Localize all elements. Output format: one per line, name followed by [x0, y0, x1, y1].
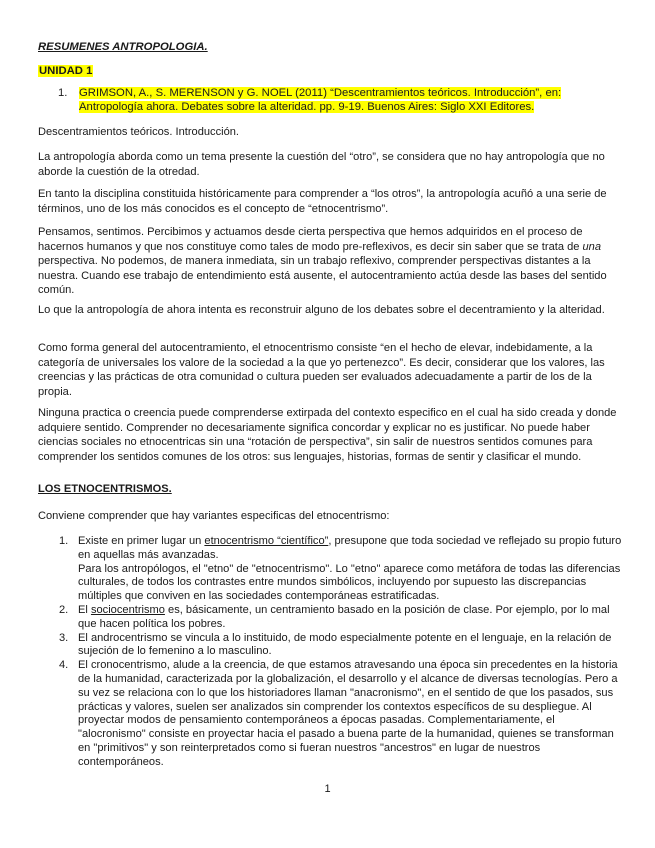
etnocentrismo-concept-paragraph: En tanto la disciplina constituida históricamente para comprender a “los otros”, la antropología acuñó a una serie de términos, uno de los más conocidos es el concepto de “etnocentrismo”.	[38, 188, 607, 215]
term-etnocentrismo-cientifico: etnocentrismo “científico”	[204, 535, 329, 547]
bibliographic-reference	[58, 86, 618, 114]
page-number: 1	[324, 783, 331, 795]
subtitle-paragraph: Descentramientos teóricos. Introducción.	[38, 126, 240, 138]
list-item: 2. El sociocentrismo es, básicamente, un centramiento basado en la posición de clase. Por ejemplo, por lo mal que hacen política los pobres.	[59, 603, 610, 630]
section-heading: LOS ETNOCENTRISMOS.	[38, 483, 172, 495]
autocentramiento-paragraph: Como forma general del autocentramiento, el etnocentrismo consiste “en el hecho de elevar, indebidamente, a la categoría de universales los valore de la sociedad a la que yo pertenezco”. Es decir, considerar que los valores, las creencias y las prácticas de otra comunidad o cultura pueden ser evaluados adecuadamente a partir de los de la propia.	[38, 342, 605, 398]
reference-number: 1.	[58, 87, 68, 99]
list-item: 4. El cronocentrismo, alude a la creencia, de que estamos atravesando una época sin precedentes en la historia de la humanidad, caracterizada por la globalización, el desarrollo y el alcance de diversas tecnologías. Pero a su vez se relaciona con lo que los historiadores llaman "anacronismo", en el sentido de que los pasados, sus prácticas y valores, suelen ser analizados sin comprender los contextos específicos de su despliegue. Al proyectar modos de pensamiento contemporáneos a épocas pasadas. Complementariamente, el "alocronismo" consiste en proyectar hacia el pasado a buena parte de la humanidad, quienes se transforman en "primitivos" y son reinterpretados como si fueran nuestros "ancestros" en lugar de nuestros contemporáneos.	[59, 659, 618, 768]
contexto-paragraph: Ninguna practica o creencia puede comprenderse extirpada del contexto especifico en el cual ha sido creada y donde adquiere sentido. Comprender no decesariamente significa concordar y explicar no es justificar. No puede haber ciencias sociales no etnocentricas sin una “rotación de perspectiva”, sin salir de nuestros sentidos comunes para comprender los sentidos comunes de los otros: sus lenguajes, historias, formas de sentir y clasificar el mundo.	[38, 407, 617, 463]
section-intro: Conviene comprender que hay variantes especificas del etnocentrismo:	[38, 510, 390, 522]
otredad-paragraph: La antropología aborda como un tema presente la cuestión del “otro”, se considera que no hay antropología que no aborde la cuestión de la otredad.	[38, 151, 605, 178]
document-title: RESUMENES ANTROPOLOGIA.	[38, 41, 208, 53]
list-item: 1. Existe en primer lugar un etnocentrismo “científico”, presupone que toda sociedad ve reflejado su propio futuro en aquellas más avanzadas. Para los antropólogos, el "etno" de "etnocentrismo". Lo "etno" aparece como metáfora de todas las diferencias culturales, de todos los contrastes entre mundos simbólicos, incluyendo por supuesto las discrepancias múltiples que conviven en las sociedades contemporáneas estratificadas.	[59, 535, 622, 603]
variants-list	[38, 535, 622, 770]
unit-heading: UNIDAD 1	[39, 65, 93, 77]
decentramiento-paragraph: Lo que la antropología de ahora intenta es reconstruir alguno de los debates sobre el decentramiento y la alteridad.	[38, 304, 605, 316]
list-item: 3. El androcentrismo se vincula a lo instituido, de modo especialmente potente en el lenguaje, en la relación de sujeción de lo femenino a lo masculino.	[59, 631, 612, 658]
reference-text: GRIMSON, A., S. MERENSON y G. NOEL (2011) “Descentramientos teóricos. Introducción”, en: Antropología ahora. Debates sobre la alteridad. pp. 9-19. Buenos Aires: Siglo XXI Editores.	[79, 87, 562, 113]
term-sociocentrismo: sociocentrismo	[90, 603, 165, 616]
perspective-paragraph: Pensamos, sentimos. Percibimos y actuamos desde cierta perspectiva que hemos adquiridos en el proceso de hacernos humanos y que nos constituye como tales de modo pre-reflexivos, es decir sin saber que se trata de una perspectiva. No podemos, de manera inmediata, sin un trabajo reflexivo, comprender perspectivas distantes a la nuestra. Cuando ese trabajo de entendimiento está ausente, el autocentramiento actúa desde las bases del sentido común.	[38, 226, 607, 296]
